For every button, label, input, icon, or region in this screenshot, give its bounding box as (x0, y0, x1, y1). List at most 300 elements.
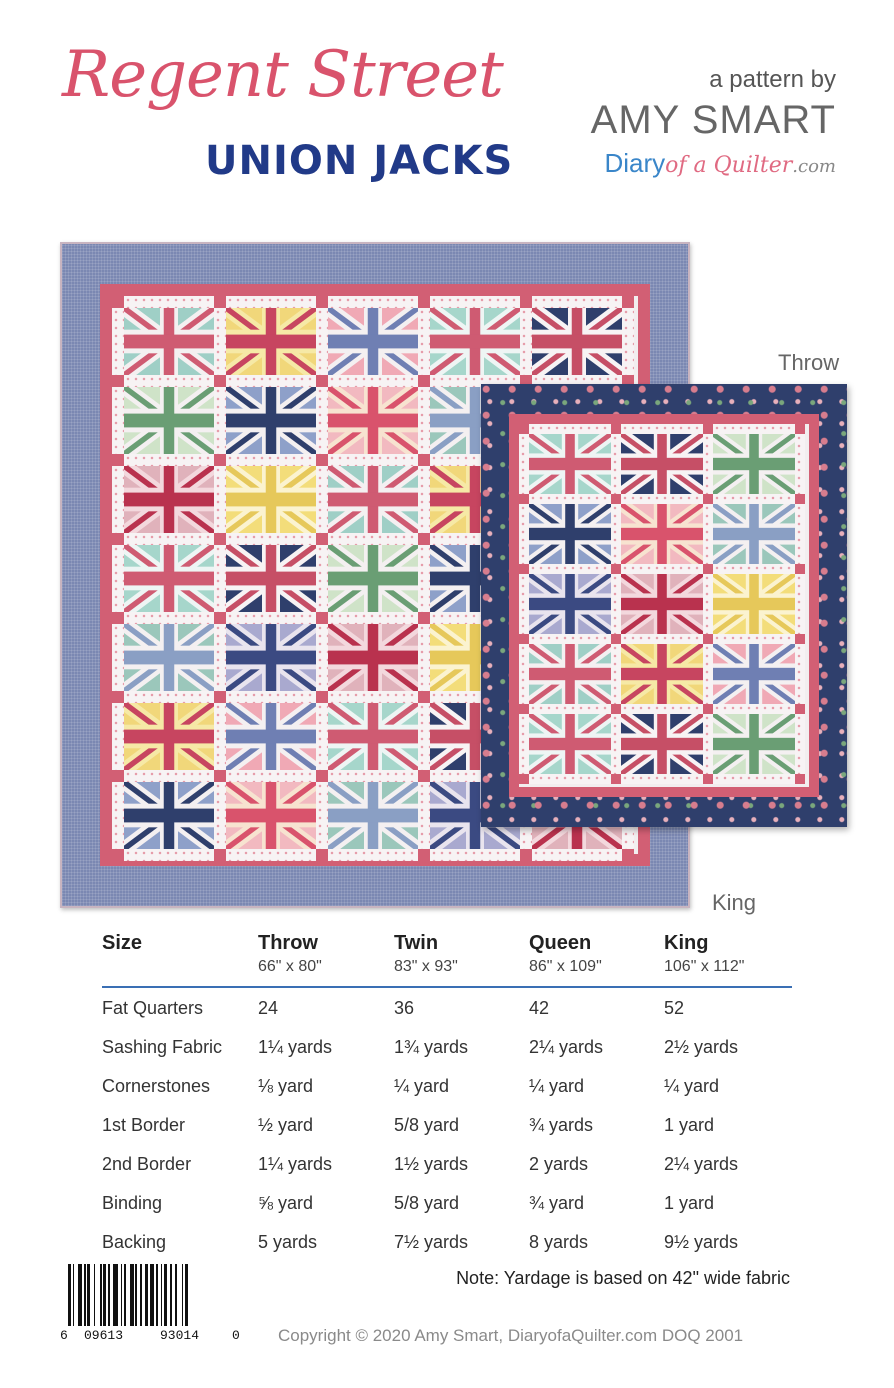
sashing-strip (316, 308, 328, 375)
sashing-strip (611, 504, 621, 564)
sashing-strip (529, 774, 611, 784)
cornerstone (214, 533, 226, 545)
sashing-strip (418, 782, 430, 849)
union-jack-graphic (328, 387, 418, 454)
sashing-strip (316, 703, 328, 770)
union-jack-graphic (532, 308, 622, 375)
site-quilter: of a Quilter (665, 153, 793, 178)
cornerstone (611, 634, 621, 644)
union-jack-graphic (124, 387, 214, 454)
cornerstone (519, 704, 529, 714)
cornerstone (622, 296, 634, 308)
cell-twin: 5/8 yard (394, 1193, 460, 1213)
column-name: Queen (529, 932, 592, 954)
sashing-strip (611, 714, 621, 774)
yardage-note: Note: Yardage is based on 42" wide fabric (456, 1268, 790, 1288)
barcode-bar (103, 1264, 106, 1326)
sashing-strip (795, 434, 805, 494)
header-king (664, 932, 744, 976)
barcode-bar (175, 1264, 177, 1326)
sashing-strip (124, 533, 214, 545)
sashing-strip (124, 296, 214, 308)
cornerstone (795, 564, 805, 574)
header-twin (394, 932, 458, 976)
cornerstone (418, 533, 430, 545)
sashing-strip (316, 782, 328, 849)
barcode-bar (185, 1264, 188, 1326)
union-jack-block (226, 703, 316, 770)
union-jack-graphic (328, 703, 418, 770)
sashing-strip (430, 296, 520, 308)
sashing-strip (328, 691, 418, 703)
sashing-strip (226, 691, 316, 703)
column-dimensions: 86" x 109" (529, 958, 602, 975)
throw-label: Throw (778, 350, 840, 375)
barcode-bar (73, 1264, 75, 1326)
cell-throw: 1¼ yards (258, 1154, 333, 1174)
cornerstone (520, 849, 532, 861)
cornerstone (214, 849, 226, 861)
union-jack-block (328, 308, 418, 375)
header-throw (258, 932, 322, 976)
table-body (102, 988, 792, 1261)
sashing-strip (124, 849, 214, 861)
cornerstone (316, 612, 328, 624)
cornerstone (112, 296, 124, 308)
king-label: King (712, 890, 757, 915)
sashing-strip (519, 504, 529, 564)
sashing-strip (795, 574, 805, 634)
barcode-bar (68, 1264, 71, 1326)
sashing-strip (112, 703, 124, 770)
cornerstone (112, 612, 124, 624)
union-jack-graphic (529, 574, 611, 634)
sashing-strip (418, 703, 430, 770)
sashing-strip (532, 296, 622, 308)
barcode-digit-right: 0 (232, 1328, 240, 1343)
throw-quilt-image (481, 384, 847, 827)
cell-twin: 5/8 yard (394, 1115, 460, 1135)
cell-queen: ¾ yards (529, 1115, 594, 1135)
cornerstone (112, 849, 124, 861)
union-jack-graphic (529, 504, 611, 564)
union-jack-block (328, 703, 418, 770)
pattern-title: Regent Street (62, 38, 503, 112)
table-row (102, 1144, 792, 1183)
sashing-strip (703, 434, 713, 494)
barcode-bar (100, 1264, 102, 1326)
union-jack-block (226, 466, 316, 533)
copyright-line: Copyright © 2020 Amy Smart, DiaryofaQuilter.com DOQ 2001 (278, 1326, 744, 1345)
union-jack-graphic (226, 703, 316, 770)
cell-king: ¼ yard (664, 1076, 720, 1096)
row-label: 1st Border (102, 1115, 186, 1135)
union-jack-block (124, 387, 214, 454)
union-jack-graphic (430, 308, 520, 375)
row-label: 2nd Border (102, 1154, 192, 1174)
cornerstone (520, 296, 532, 308)
sashing-strip (621, 634, 703, 644)
sashing-strip (418, 624, 430, 691)
barcode-bar (135, 1264, 137, 1326)
column-name: Size (102, 932, 143, 954)
cell-throw: ½ yard (258, 1115, 314, 1135)
sashing-strip (226, 612, 316, 624)
cell-queen: 8 yards (529, 1232, 589, 1252)
cell-king: 2½ yards (664, 1037, 739, 1057)
sashing-strip (529, 424, 611, 434)
union-jack-block (529, 504, 611, 564)
cornerstone (316, 454, 328, 466)
sashing-strip (795, 714, 805, 774)
barcode-bar (145, 1264, 148, 1326)
sashing-strip (703, 714, 713, 774)
sashing-strip (703, 574, 713, 634)
union-jack-graphic (226, 545, 316, 612)
cell-king: 52 (664, 998, 685, 1018)
sashing-strip (328, 533, 418, 545)
table-header (102, 932, 792, 988)
sashing-strip (112, 624, 124, 691)
pattern-subtitle: UNION JACKS (205, 138, 514, 184)
cornerstone (112, 533, 124, 545)
sashing-strip (621, 774, 703, 784)
barcode-bar (84, 1264, 86, 1326)
sashing-strip (112, 782, 124, 849)
cornerstone (611, 564, 621, 574)
cornerstone (519, 634, 529, 644)
cornerstone (611, 424, 621, 434)
sashing-strip (214, 308, 226, 375)
union-jack-graphic (124, 703, 214, 770)
union-jack-block (529, 434, 611, 494)
cornerstone (214, 612, 226, 624)
sashing-strip (328, 770, 418, 782)
union-jack-block (713, 504, 795, 564)
cell-throw: 1¼ yards (258, 1037, 333, 1057)
cornerstone (214, 375, 226, 387)
sashing-strip (713, 564, 795, 574)
cornerstone (316, 533, 328, 545)
cornerstone (611, 774, 621, 784)
union-jack-graphic (328, 466, 418, 533)
sashing-strip (316, 545, 328, 612)
union-jack-block (328, 782, 418, 849)
barcode (60, 1264, 240, 1350)
header-queen (529, 932, 602, 976)
cornerstone (214, 296, 226, 308)
sashing-strip (519, 644, 529, 704)
header-size (102, 932, 142, 955)
barcode-digits-group1: 09613 (84, 1328, 124, 1343)
union-jack-block (713, 434, 795, 494)
cell-throw: ⅛ yard (258, 1076, 314, 1096)
cornerstone (795, 634, 805, 644)
row-label: Sashing Fabric (102, 1037, 223, 1057)
union-jack-graphic (621, 504, 703, 564)
union-jack-block (328, 466, 418, 533)
sashing-strip (430, 849, 520, 861)
cell-queen: ¾ yard (529, 1193, 585, 1213)
cornerstone (703, 634, 713, 644)
barcode-bars (68, 1264, 232, 1326)
sashing-strip (529, 704, 611, 714)
barcode-bar (113, 1264, 118, 1326)
union-jack-block (430, 308, 520, 375)
sashing-strip (226, 375, 316, 387)
union-jack-graphic (226, 782, 316, 849)
cell-queen: 42 (529, 998, 550, 1018)
sashing-strip (214, 624, 226, 691)
union-jack-block (226, 387, 316, 454)
table-row (102, 1027, 792, 1066)
cell-throw: 24 (258, 998, 279, 1018)
sashing-strip (226, 454, 316, 466)
table-row (102, 1066, 792, 1105)
union-jack-block (713, 574, 795, 634)
cornerstone (703, 774, 713, 784)
sashing-strip (529, 634, 611, 644)
cornerstone (519, 564, 529, 574)
barcode-bar (87, 1264, 90, 1326)
sashing-strip (418, 466, 430, 533)
union-jack-block (226, 624, 316, 691)
sashing-strip (214, 545, 226, 612)
sashing-strip (226, 533, 316, 545)
union-jack-block (532, 308, 622, 375)
cornerstone (418, 454, 430, 466)
sashing-strip (418, 387, 430, 454)
union-jack-graphic (328, 545, 418, 612)
sashing-strip (124, 691, 214, 703)
sashing-strip (519, 714, 529, 774)
sashing-strip (112, 466, 124, 533)
union-jack-graphic (226, 466, 316, 533)
union-jack-graphic (621, 714, 703, 774)
cornerstone (214, 770, 226, 782)
union-jack-graphic (124, 545, 214, 612)
sashing-strip (124, 375, 214, 387)
cornerstone (418, 691, 430, 703)
sashing-strip (316, 466, 328, 533)
site-diary: Diary (604, 148, 666, 178)
barcode-bar (108, 1264, 110, 1326)
cornerstone (418, 296, 430, 308)
sashing-strip (226, 296, 316, 308)
barcode-digits-group2: 93014 (160, 1328, 200, 1343)
sashing-strip (328, 612, 418, 624)
union-jack-graphic (124, 624, 214, 691)
sashing-strip (713, 634, 795, 644)
row-label: Cornerstones (102, 1076, 211, 1096)
union-jack-graphic (713, 504, 795, 564)
cornerstone (611, 494, 621, 504)
cornerstone (418, 849, 430, 861)
cornerstone (519, 494, 529, 504)
sashing-strip (124, 612, 214, 624)
sashing-strip (214, 387, 226, 454)
sashing-strip (112, 387, 124, 454)
barcode-bar (124, 1264, 126, 1326)
sashing-strip (328, 454, 418, 466)
union-jack-block (226, 782, 316, 849)
cornerstone (316, 296, 328, 308)
column-dimensions: 83" x 93" (394, 958, 458, 975)
website-logo[interactable] (604, 148, 836, 179)
cornerstone (795, 424, 805, 434)
row-label: Fat Quarters (102, 998, 204, 1018)
sashing-strip (713, 494, 795, 504)
barcode-bar (78, 1264, 83, 1326)
union-jack-graphic (226, 387, 316, 454)
sashing-strip (622, 308, 634, 375)
barcode-digit-left: 6 (60, 1328, 68, 1343)
site-tld: .com (792, 156, 836, 177)
barcode-bar (121, 1264, 123, 1326)
cell-king: 1 yard (664, 1193, 715, 1213)
union-jack-block (713, 714, 795, 774)
cornerstone (519, 774, 529, 784)
author-name: AMY SMART (590, 98, 836, 142)
sashing-strip (713, 424, 795, 434)
cornerstone (622, 849, 634, 861)
barcode-bar (150, 1264, 155, 1326)
union-jack-graphic (328, 308, 418, 375)
sashing-strip (328, 375, 418, 387)
union-jack-graphic (713, 574, 795, 634)
union-jack-block (621, 504, 703, 564)
cornerstone (418, 612, 430, 624)
column-name: Twin (394, 932, 439, 954)
union-jack-block (529, 574, 611, 634)
union-jack-graphic (713, 644, 795, 704)
table-row (102, 1222, 792, 1261)
union-jack-block (124, 782, 214, 849)
cornerstone (112, 691, 124, 703)
cell-twin: 1¾ yards (394, 1037, 469, 1057)
row-label: Binding (102, 1193, 163, 1213)
throw-quilt-center (519, 424, 809, 787)
union-jack-graphic (124, 466, 214, 533)
sashing-strip (529, 494, 611, 504)
sashing-strip (519, 434, 529, 494)
cell-king: 1 yard (664, 1115, 715, 1135)
sashing-strip (316, 387, 328, 454)
union-jack-block (124, 545, 214, 612)
cornerstone (795, 494, 805, 504)
union-jack-graphic (226, 308, 316, 375)
sashing-strip (328, 296, 418, 308)
cornerstone (703, 564, 713, 574)
sashing-strip (214, 782, 226, 849)
union-jack-block (328, 545, 418, 612)
column-name: Throw (258, 932, 318, 954)
sashing-strip (621, 494, 703, 504)
union-jack-block (621, 644, 703, 704)
sashing-strip (418, 308, 430, 375)
union-jack-graphic (621, 574, 703, 634)
union-jack-graphic (328, 624, 418, 691)
sashing-strip (214, 703, 226, 770)
table-row (102, 1183, 792, 1222)
cell-queen: 2 yards (529, 1154, 589, 1174)
union-jack-block (621, 434, 703, 494)
sashing-strip (703, 644, 713, 704)
union-jack-graphic (529, 434, 611, 494)
sashing-strip (703, 504, 713, 564)
union-jack-block (124, 624, 214, 691)
byline: a pattern by (709, 66, 836, 93)
sashing-strip (214, 466, 226, 533)
yardage-table (102, 932, 792, 1261)
sashing-strip (112, 545, 124, 612)
union-jack-block (713, 644, 795, 704)
sashing-strip (795, 504, 805, 564)
union-jack-block (621, 714, 703, 774)
table-row (102, 988, 792, 1027)
barcode-bar (170, 1264, 172, 1326)
barcode-bar (94, 1264, 96, 1326)
sashing-strip (795, 644, 805, 704)
row-label: Backing (102, 1232, 167, 1252)
barcode-bar (164, 1264, 167, 1326)
cornerstone (214, 691, 226, 703)
sashing-strip (418, 545, 430, 612)
sashing-strip (226, 770, 316, 782)
barcode-bar (140, 1264, 142, 1326)
sashing-strip (520, 308, 532, 375)
cornerstone (316, 375, 328, 387)
cell-twin: ¼ yard (394, 1076, 450, 1096)
union-jack-graphic (713, 714, 795, 774)
cornerstone (316, 849, 328, 861)
column-dimensions: 106" x 112" (664, 958, 745, 975)
union-jack-block (124, 308, 214, 375)
sashing-strip (124, 454, 214, 466)
cell-twin: 7½ yards (394, 1232, 469, 1252)
cornerstone (316, 770, 328, 782)
union-jack-graphic (621, 644, 703, 704)
cornerstone (418, 770, 430, 782)
union-jack-graphic (529, 714, 611, 774)
sashing-strip (226, 849, 316, 861)
union-jack-block (226, 308, 316, 375)
sashing-strip (621, 704, 703, 714)
union-jack-block (328, 624, 418, 691)
throw-block-grid (519, 424, 805, 784)
cell-throw: ⅝ yard (258, 1193, 314, 1213)
union-jack-block (226, 545, 316, 612)
sashing-strip (611, 434, 621, 494)
column-dimensions: 66" x 80" (258, 958, 322, 975)
cornerstone (795, 704, 805, 714)
barcode-bar (161, 1264, 163, 1326)
barcode-bar (156, 1264, 158, 1326)
sashing-strip (532, 849, 622, 861)
cornerstone (703, 424, 713, 434)
sashing-strip (519, 574, 529, 634)
cornerstone (611, 704, 621, 714)
union-jack-block (124, 466, 214, 533)
union-jack-graphic (124, 782, 214, 849)
sashing-strip (713, 704, 795, 714)
union-jack-graphic (124, 308, 214, 375)
cornerstone (112, 770, 124, 782)
cornerstone (214, 454, 226, 466)
cornerstone (112, 375, 124, 387)
barcode-bar (130, 1264, 133, 1326)
union-jack-graphic (713, 434, 795, 494)
